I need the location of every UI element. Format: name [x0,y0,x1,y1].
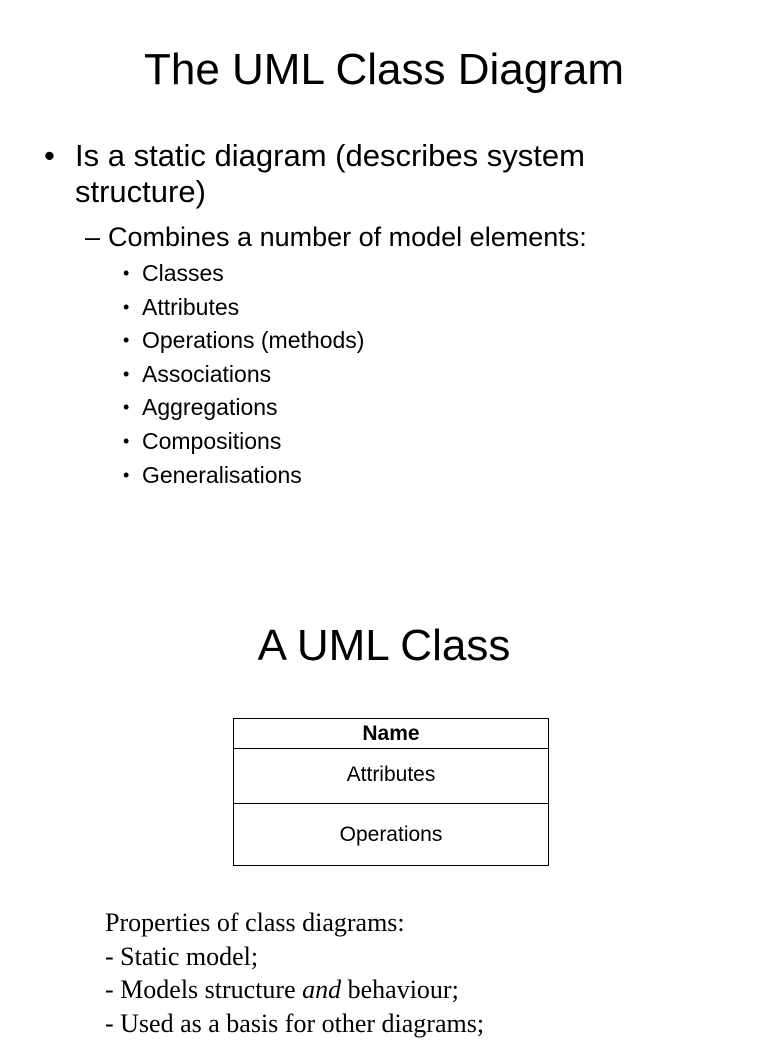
uml-class-attributes: Attributes [234,749,548,804]
property-line [105,973,484,1007]
list-item [123,425,364,459]
list-item-text: Classes [142,260,224,286]
properties-heading: Properties of class diagrams: [105,906,484,940]
list-item-text: Generalisations [142,462,302,488]
model-elements-list [123,257,364,492]
list-item [123,391,364,425]
uml-class-name: Name [234,719,548,749]
bullet-icon: • [123,291,129,325]
main-bullet-text: Is a static diagram (describes system structure) [75,138,684,210]
list-item-text: Attributes [142,294,239,320]
bullet-icon: • [123,391,129,425]
bullet-icon: • [123,358,129,392]
bullet-icon: • [123,425,129,459]
list-item-text: Compositions [142,428,281,454]
list-item [123,257,364,291]
sub-bullet [85,220,725,254]
bullet-icon: • [44,138,55,174]
bullet-icon: • [123,324,129,358]
property-line: - Used as a basis for other diagrams; [105,1007,484,1040]
main-bullet [44,138,684,210]
list-item-text: Aggregations [142,394,278,420]
property-text: - Models structure [105,975,302,1004]
list-item [123,324,364,358]
list-item [123,358,364,392]
uml-class-box [233,718,549,866]
property-emphasis: and [302,975,341,1004]
bullet-icon: • [123,459,129,493]
bullet-icon: • [123,257,129,291]
property-line: - Static model; [105,940,484,974]
properties-text [105,906,484,1040]
list-item [123,459,364,493]
slide-title: The UML Class Diagram [0,44,768,96]
list-item-text: Operations (methods) [142,327,364,353]
list-item-text: Associations [142,361,271,387]
property-text: behaviour; [341,975,459,1004]
uml-class-operations: Operations [234,804,548,865]
list-item [123,291,364,325]
sub-bullet-text: Combines a number of model elements: [108,220,725,254]
uml-class-title: A UML Class [0,620,768,672]
dash-icon: – [85,220,100,254]
